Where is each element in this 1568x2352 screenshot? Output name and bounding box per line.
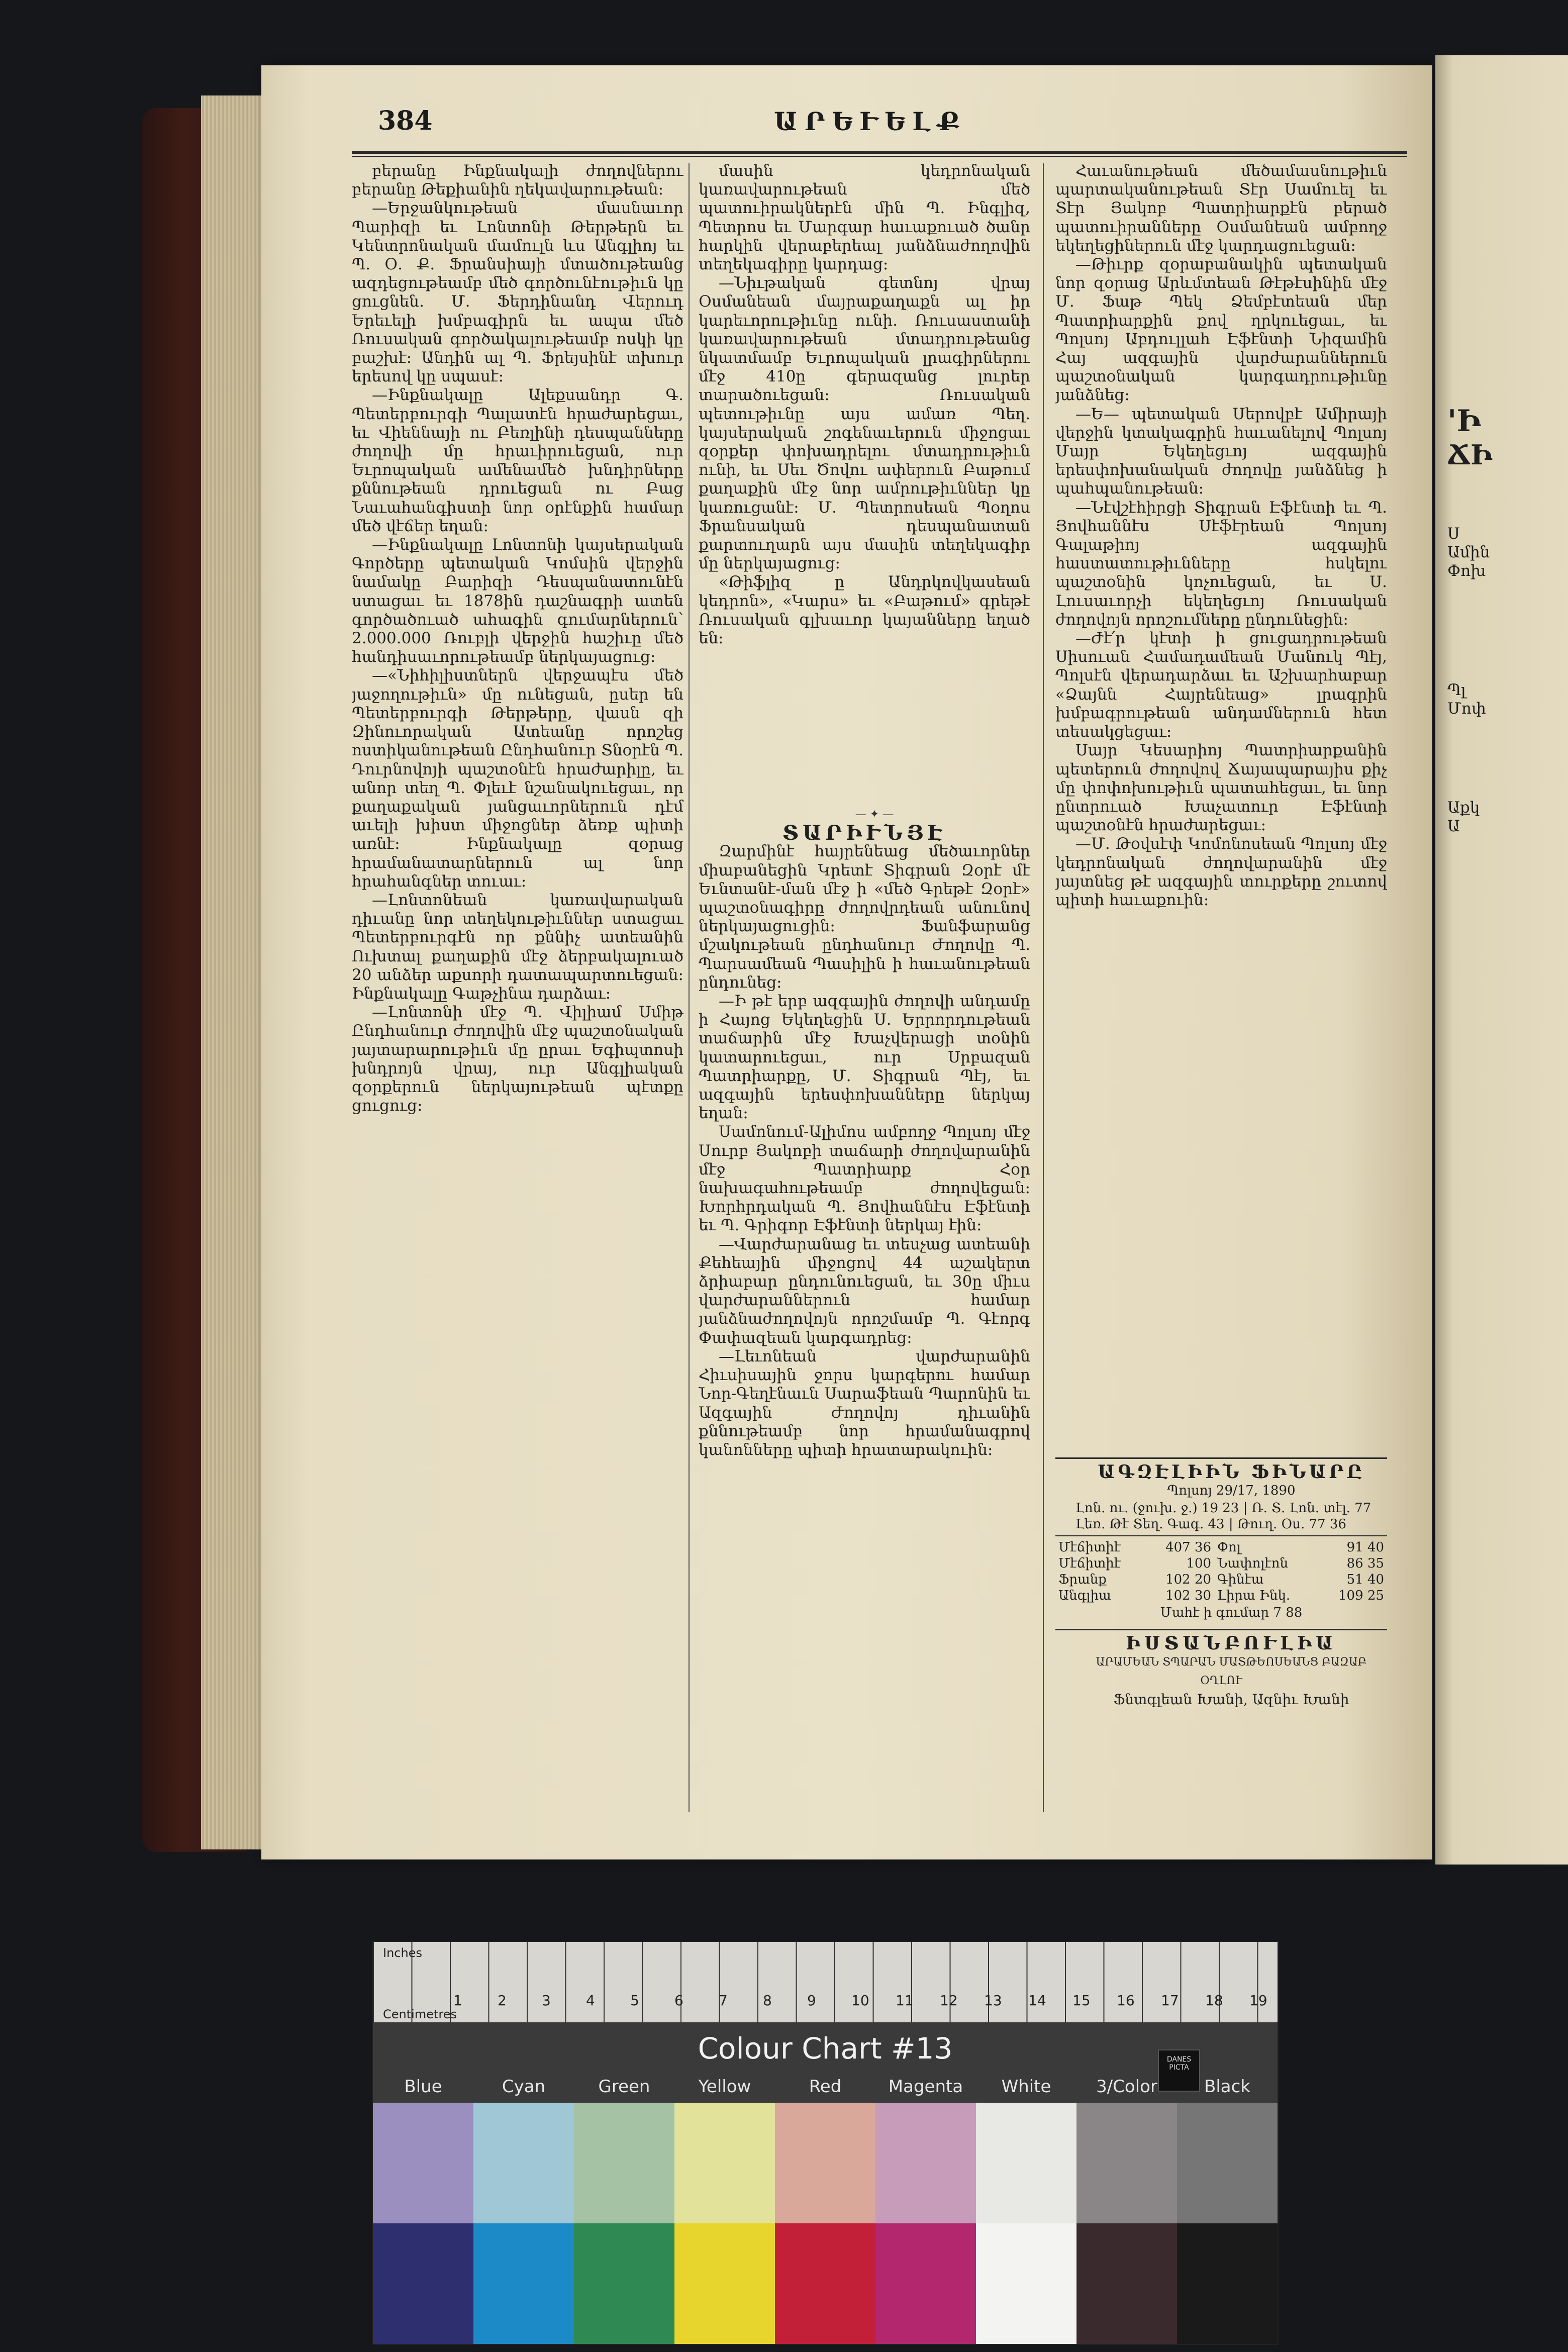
currency-value: 91 40 (1346, 1540, 1384, 1555)
colour-patch-dark (875, 2223, 976, 2344)
ruler-number: 6 (674, 1992, 683, 2009)
patch-label: Black (1204, 2077, 1250, 2097)
paragraph: —Լոնտոնի մէջ Պ. Վիլիամ Սմիթ Ընդհանուր Ժողովին մէջ պաշտօնական յայտարարութիւն մը ըրաւ Եգիպտոսի խնդրոյն վրայ, ուր Անգլիական զօրքերուն ներկայութեան պէտքը ցուցուց։ (352, 1003, 683, 1115)
paragraph: «Թիֆլիզ ը Անդրկովկասեան կեդրոն», «Կարս» եւ «Բաթում» գրեթէ Ռուսական գլխաւոր կայանները եղած են։ (699, 573, 1030, 648)
patch-label: Blue (404, 2077, 442, 2097)
fragment: ՃԻ (1447, 439, 1493, 471)
colour-patch-light (373, 2103, 473, 2223)
currency-name: Ֆրանք (1058, 1572, 1107, 1588)
colour-patch-dark (1076, 2223, 1177, 2344)
paragraph: —Թիւրք զօրաբանակին պետական նոր զօրաց Արևմտեան Թէթէսինին մէջ Մ. Ֆաթ Պեկ Ձեմբէտեան մեր Պատրիարքին քով ղրկուեցաւ, եւ Պոլսոյ Աբդուլլահ Էֆէնտի Նիզամին Հայ ազգային վարժարաններուն պաշտօնական կարգադրութիւնը յանձնեց։ (1055, 255, 1387, 405)
currency-value: 102 20 (1165, 1572, 1212, 1588)
ruler-number: 17 (1161, 1992, 1179, 2009)
currency-value: 109 25 (1338, 1588, 1384, 1604)
colour-patch-light (473, 2103, 574, 2223)
ruler-number: 1 (453, 1992, 462, 2009)
patch-labels (373, 2077, 1278, 2097)
column-separator (689, 163, 690, 1812)
column-1 (352, 162, 683, 1820)
ruler-number: 10 (851, 1992, 869, 2009)
colour-patch-light (674, 2103, 775, 2223)
page-edges (201, 95, 271, 1849)
ruler-number: 8 (763, 1992, 772, 2009)
patch-label: Green (598, 2077, 650, 2097)
colour-patch-light (1177, 2103, 1278, 2223)
journal-title: ԱՐԵՒԵԼՔ (774, 107, 967, 136)
right-page-text (1447, 171, 1568, 1729)
colour-chart (372, 1941, 1279, 2345)
patch-label: Red (809, 2077, 842, 2097)
currency-value: 51 40 (1346, 1572, 1384, 1588)
colour-patch-dark (976, 2223, 1076, 2344)
market-subtitle: Պոլսոյ 29/17, 1890 (1167, 1483, 1296, 1499)
colour-patch-dark (674, 2223, 775, 2344)
ornament-divider: — ✦ — (855, 808, 894, 821)
paragraph: մասին կեդրոնական կառավարութեան մեծ պատուիրակներէն մին Պ. Ինգլիզ, Պետրոս եւ Մարգար հաւաքուած ծանր հարկին վերաբերեալ յանձնաժողովին տեղեկագիրը կարդաց։ (699, 162, 1030, 274)
market-rule (1055, 1535, 1387, 1536)
imprint-title: ԻՍՏԱՆԲՈՒԼԻԱ (1126, 1632, 1337, 1654)
colour-chart-title: Colour Chart #13 (698, 2031, 953, 2066)
ruler-number: 19 (1249, 1992, 1267, 2009)
colour-patch-dark (473, 2223, 574, 2344)
table-row (1055, 1572, 1387, 1588)
paragraph: —Լոնտոնեան կառավարական դիւանը նոր տեղեկութիւններ ստացաւ Պետերբուրգէն որ քննիչ ատեանին Ուխտալ քաղաքին մէջ ձերբակալուած 20 անձեր աքսորի դատապարտուեցան։ Ինքնակալը Գաթչինա դարձաւ։ (352, 891, 683, 1003)
danes-picta-logo: DANES PICTA (1158, 2049, 1200, 2092)
market-footer: Մահէ ի գումար 7 88 (1160, 1605, 1303, 1621)
column-3 (1055, 162, 1387, 1820)
ruler-number: 13 (984, 1992, 1002, 2009)
imprint-address: Ֆնտգլեան Խանի, Ազնիւ Խանի (1113, 1691, 1349, 1708)
paragraph: —Ժէ՛ր կէտի ի ցուցադրութեան Սիսուան Համադամեան Մանուկ Պէյ, Պոլսէն վերադարձաւ եւ Աշխարհաբար «Ձայնն Հայրենեաց» լրագրին խմբագրութեան անդամներուն հետ տեսակցեցաւ։ (1055, 629, 1387, 741)
paragraph: բերանը Ինքնակալի ժողովներու բերանը Թեքիանին ղեկավարութեան։ (352, 162, 683, 199)
market-title: ԱԳԶԷԼԻԻՆ ՖԻՆԱՐԸ (1098, 1461, 1365, 1483)
page-number: 384 (378, 106, 433, 136)
paragraph: —Վարժարանաց եւ տեսչաց ատեանի Քեհեային միջոցով 44 աշակերտ ձրիաբար ընդունուեցան, եւ 30ը միւս վարժարաններուն համար յանձնաժողովոյն որոշմամբ Պ. Գէորգ Փափազեան կարգադրեց։ (699, 1235, 1030, 1347)
colour-patch-light (574, 2103, 674, 2223)
colour-patch-dark (1177, 2223, 1278, 2344)
colour-patch-light (775, 2103, 875, 2223)
paragraph: —Ինքնակալը Լոնտոնի կայսերական Գործերը պետական Կոմսին վերջին նամակը Բարիզի Դեսպանատունէն ստացաւ եւ 1878ին դաշնագրի ատեն գործածուած ահագին գումարներուն՝ 2.000.000 Ռուբլի վերջին հաշիւը մեծ հանդիսաւորութեամբ ներկայացուց։ (352, 536, 683, 666)
ruler-number: 15 (1072, 1992, 1091, 2009)
currency-value: 100 (1186, 1556, 1212, 1572)
fragment: Մոփ (1447, 700, 1486, 718)
colour-patch-dark (373, 2223, 473, 2344)
fragment: Աքկ (1447, 799, 1480, 817)
paragraph: Սայր Կեսարիոյ Պատրիարքանին պետերուն ժողովով Ճայապարայիս քիչ մը փոփոխութիւն պատահեցաւ, եւ նոր ընտրուած Խաչատուր Էֆէնտի պաշտօնէն հրաժարեցաւ։ (1055, 741, 1387, 835)
currency-value: 86 35 (1346, 1556, 1384, 1572)
currency-value: 407 36 (1165, 1540, 1212, 1555)
market-report (1055, 1457, 1387, 1623)
patch-label: 3/Color (1096, 2077, 1157, 2097)
paragraph: —Նիւթական գետնոյ վրայ Օսմանեան մայրաքաղաքն ալ իր կարեւորութիւնը ունի. Ռուսաստանի կառավարութեան մտադրութեանց նկատմամբ Եւրոպական լրագիրներու մէջ 410ը գերազանց լուրեր տարածուեցան։ Ռուսական պետութիւնը այս ամառ Պեղ. կայսերական շոգենաւերուն միջոցաւ զօրքեր փոխադրելու մտադրութիւն ունի, եւ Սեւ Ծովու ափերուն Բաթում քաղաքին մէջ նոր ամրութիւններ կը կառուցանէ։ Մ. Պետրոսեան Պօղոս Ֆրանսական դեսպանատան քարտուղարն այս մասին տեղեկագիր մը ներկայացուց։ (699, 274, 1030, 573)
header-rule (352, 151, 1407, 154)
ruler-number: 12 (940, 1992, 958, 2009)
column-2 (699, 162, 1030, 1820)
paragraph: —«Նիհիլիստներն վերջապէս մեծ յաջողութիւն» մը ունեցան, ըսեր են Պետերբուրգի Թերթերը, վասն զի Զինուորական Ատեանը որոշեց ոստիկանութեան Ընդհանուր Տնօրէն Պ. Դուրնովոյի պաշտօնէն հրաժարիլը, եւ անոր տեղ Պ. Փլեւէ նշանակուեցաւ, որ քաղաքական յանցաւորներուն դէմ աւելի խիստ միջոցներ ձեռք պիտի առնէ։ Ինքնակալը զօրաց հրամանատարներուն ալ նոր հրահանգներ տուաւ։ (352, 666, 683, 891)
table-row (1055, 1539, 1387, 1555)
paragraph: —Ի թէ երբ ազգային ժողովի անդամը ի Հայոց Եկեղեցին Ս. Երրորդութեան տաճարին մէջ Խաչվերացի տօնին կատարուեցաւ, ուր Սրբազան Պատրիարքը, Մ. Տիգրան Պէյ, եւ ազգային երեսփոխանները ներկայ եղան։ (699, 992, 1030, 1123)
ruler-number: 4 (586, 1992, 595, 2009)
currency-name: Նափոլէոն (1217, 1556, 1288, 1572)
market-row: Լեռ. Թէ Տեղ. Գագ. 43 | Թուղ. Օս. 77 36 (1075, 1517, 1346, 1532)
ruler-unit-inches: Inches (383, 1946, 422, 1960)
colour-patch-light (1076, 2103, 1177, 2223)
colour-patch-dark (775, 2223, 875, 2344)
fragment: 'Ի (1447, 404, 1481, 439)
fragment: Ամին (1447, 543, 1490, 561)
paragraph: Սամոնում-Ալիմոս ամբողջ Պոլսոյ մէջ Սուրբ Յակոբի տաճարի ժողովարանին մէջ Պատրիարք Հօր նախագահութեամբ ժողովեցան։ Խորհրդական Պ. Յովհաննէս Էֆէնտի եւ Պ. Գրիգոր Էֆէնտի ներկայ էին։ (699, 1123, 1030, 1235)
paragraph: Հաւանութեան մեծամասնութիւն պարտականութեան Տէր Սամուել եւ Տէր Յակոբ Պատրիարքէն բերած պատուիրանները Օսմանեան ամբողջ եկեղեցիներուն մէջ կարդացուեցան։ (1055, 162, 1387, 255)
patch-label: Magenta (888, 2077, 963, 2097)
market-row: Լոն. ու. (ջուխ. ջ.) 19 23 | Ռ. Տ. Լոն. տէլ. 77 (1075, 1501, 1371, 1516)
colour-patches (373, 2103, 1278, 2344)
column-2-top (699, 162, 1030, 805)
fragment: Ս (1447, 525, 1460, 543)
currency-name: Անգլիա (1058, 1588, 1111, 1604)
patch-label: Yellow (698, 2077, 751, 2097)
fragment: Պլ (1447, 681, 1466, 699)
colour-patch-light (875, 2103, 976, 2223)
section-title: ՏԱՐԻՒՆՅԷ (782, 821, 947, 845)
colour-patch-light (976, 2103, 1076, 2223)
ruler-number: 2 (498, 1992, 507, 2009)
ruler (373, 1942, 1278, 2022)
paragraph: Զարմինէ հայրենեաց մեծաւորներ միաբանեցին Կրետէ Տիգրան Զօրէ մէ Եւնտանէ-ման մէջ ի «մեծ Գրեթէ Զօրէ» պաշտօնագիրը ժողովրդեան անունով ներկայացուցին։ Ֆանֆարանց մշակութեան ընդհանուր Ժողովը Պ. Պարսամեան Պասիլին ի հաւանութեան ընդունեց։ (699, 842, 1030, 992)
exchange-table (1055, 1539, 1387, 1604)
ruler-number: 9 (807, 1992, 816, 2009)
currency-name: Մէճիտիէ (1058, 1556, 1121, 1572)
ruler-number: 18 (1205, 1992, 1223, 2009)
fragment: Փոխ (1447, 562, 1486, 580)
paragraph: —Մ. Թօվսէփ Կոմոնոսեան Պոլսոյ մէջ կեդրոնական ժողովարանին մէջ յայտնեց թէ ազգային տուրքերը շուտով պիտի հաւաքուին։ (1055, 835, 1387, 909)
paragraph: —Ինքնակալը Ալեքսանդր Գ. Պետերբուրգի Պալատէն հրաժարեցաւ, եւ Վիեննայի ու Բեռլինի դեսպանները ժողովի մը հրաւիրուեցան, ուր Եւրոպական ամենամեծ խնդիրները քննութեան դրուեցան ու Բաց Նաւահանգիստի նոր օրէնքին համար մեծ վէճեր եղան։ (352, 386, 683, 535)
header-rule-thin (352, 156, 1407, 157)
table-row (1055, 1588, 1387, 1604)
patch-label: White (1001, 2077, 1051, 2097)
ruler-number: 5 (630, 1992, 639, 2009)
table-row (1055, 1555, 1387, 1572)
ruler-number: 14 (1028, 1992, 1046, 2009)
currency-name: Գինէա (1217, 1572, 1264, 1588)
fragment: Ա (1447, 817, 1460, 835)
currency-name: Մէճիտիէ (1058, 1540, 1121, 1555)
imprint (1055, 1629, 1387, 1709)
paragraph: —Ե— պետական Սերովբէ Ամիրայի վերջին կտակագրին հաւանելով Պոլսոյ Մայր Եկեղեցւոյ ազգային երեսփոխանական ժողովը յանձնեց ի պահպանութեան։ (1055, 405, 1387, 498)
currency-name: Փոլ (1217, 1540, 1241, 1555)
ruler-number: 7 (719, 1992, 728, 2009)
ruler-numbers (373, 1992, 1278, 2012)
column-separator (1043, 163, 1044, 1812)
ruler-number: 3 (542, 1992, 551, 2009)
paragraph: —Լեւոնեան վարժարանին Հիւսիսային ջորս կարգերու համար Նոր-Գեղէնաւն Սարաֆեան Պարոնին եւ Ազգային Ժողովոյ դիւանին քննութեամբ նոր հրամանագրով կանոնները պիտի հրատարակուին։ (699, 1347, 1030, 1459)
currency-name: Լիրա Ինկ. (1217, 1588, 1291, 1604)
colour-patch-dark (574, 2223, 674, 2344)
patch-label: Cyan (502, 2077, 546, 2097)
ruler-unit-cm: Centimetres (383, 2007, 457, 2021)
currency-value: 102 30 (1165, 1588, 1212, 1604)
column-3-text (1055, 162, 1387, 1448)
paragraph: —Նէվշէհիրցի Տիգրան Էֆէնտի եւ Պ. Յովհաննէս Սէֆէրեան Պոլսոյ Գալաթիոյ ազգային հաստատութիւնները հսկելու պաշտօնին կոչուեցան, եւ Ս. Լուսաւորչի եկեղեցւոյ Ռուսական ժողովոյն որոշումները ընդունեցին։ (1055, 498, 1387, 629)
paragraph: —Երջանկութեան մասնաւոր Պարիզի եւ Լոնտոնի Թերթերն եւ Կենտրոնական մամուլն ևս Անգլիոյ եւ Պ. Օ. Ք. Ֆրանսիայի մտածութեանց ազդեցութեամբ մեծ գործունէութիւն կը ցուցնեն․ Մ. Ֆերդինանդ Վերուդ Երեւելի խմբագիրն եւ ապա մեծ Ռուսական գործակալութեամբ ոսկի կը բաշխէ։ Անդին ալ Պ. Ֆրեյսինէ տխուր երեսով կը սպասէ։ (352, 199, 683, 386)
ruler-number: 11 (896, 1992, 914, 2009)
ruler-number: 16 (1117, 1992, 1135, 2009)
imprint-printer: ԱՐԱՄԵԱՆ ՏՊԱՐԱՆ ՄԱՏԹԵՈՍԵԱՆՑ ԲԱԶԱԲ ՕՂԼՈՒ (1096, 1655, 1367, 1688)
